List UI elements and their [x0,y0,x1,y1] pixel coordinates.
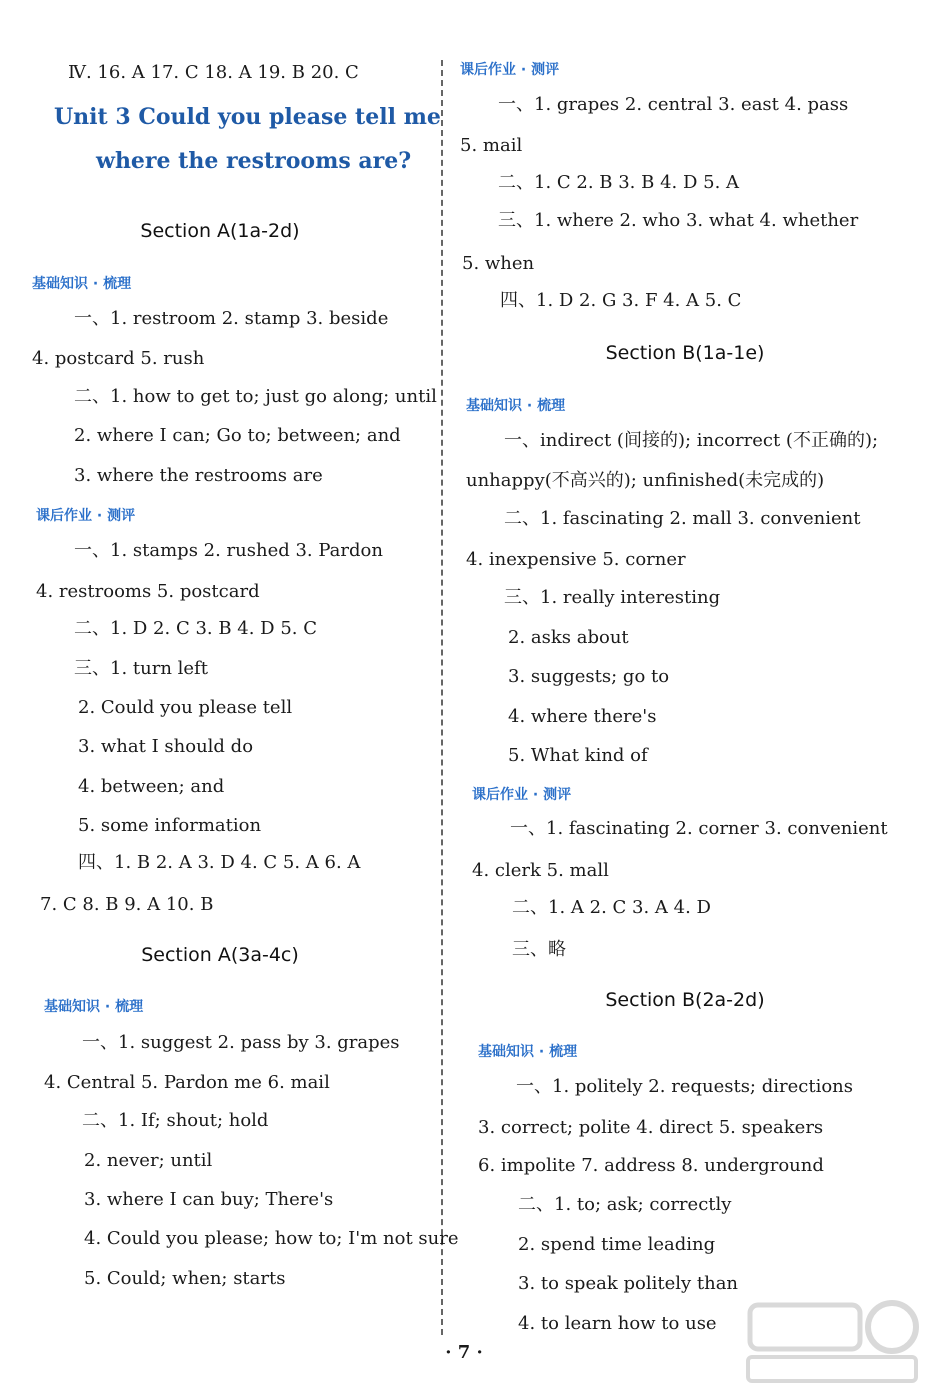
section-title: Section A(3a-4c) [141,944,299,966]
column-divider [441,60,443,1335]
answer-line: 5. What kind of [508,745,648,766]
answer-line: 一、indirect (间接的); incorrect (不正确的); [504,430,879,451]
watermark-logo [742,1297,922,1387]
answer-line: 一、1. suggest 2. pass by 3. grapes [82,1032,400,1053]
answer-line: 一、1. restroom 2. stamp 3. beside [74,308,389,329]
answer-line: 三、1. turn left [74,658,208,679]
answer-line: 4. where there's [508,706,657,727]
answer-line: 三、1. where 2. who 3. what 4. whether [498,210,859,231]
answer-line: 4. postcard 5. rush [32,348,205,369]
answer-line: 2. asks about [508,627,629,648]
section-label: 基础知识 · 梳理 [32,276,132,292]
section-title: Section A(1a-2d) [140,220,300,242]
answer-line: 2. where I can; Go to; between; and [74,425,401,446]
answer-line: 3. to speak politely than [518,1273,739,1294]
answer-line: 二、1. A 2. C 3. A 4. D [512,897,711,918]
answer-line: 一、1. fascinating 2. corner 3. convenient [510,818,888,839]
section-label: 课后作业 · 测评 [472,787,572,803]
answer-line: Ⅳ. 16. A 17. C 18. A 19. B 20. C [68,62,359,83]
answer-line: 4. restrooms 5. postcard [36,581,260,602]
section-label: 课后作业 · 测评 [36,508,136,524]
answer-line: 4. between; and [78,776,225,797]
answer-line: 四、1. B 2. A 3. D 4. C 5. A 6. A [78,852,361,873]
section-label: 基础知识 · 梳理 [44,999,144,1015]
answer-line: 5. Could; when; starts [84,1268,286,1289]
answer-line: 2. spend time leading [518,1234,716,1255]
answer-line: 3. what I should do [78,736,254,757]
answer-line: 二、1. If; shout; hold [82,1110,269,1131]
section-title: Section B(2a-2d) [605,989,765,1011]
answer-line: 一、1. grapes 2. central 3. east 4. pass [498,94,849,115]
answer-line: 4. inexpensive 5. corner [466,549,686,570]
answer-line: 三、略 [512,939,566,960]
section-label: 课后作业 · 测评 [460,62,560,78]
answer-line: 二、1. C 2. B 3. B 4. D 5. A [498,172,740,193]
answer-line: 3. suggests; go to [508,666,670,687]
section-title: Section B(1a-1e) [605,342,765,364]
answer-line: 4. Could you please; how to; I'm not sure [84,1228,459,1249]
answer-line: 4. Central 5. Pardon me 6. mail [44,1072,330,1093]
section-label: 基础知识 · 梳理 [466,398,566,414]
answer-line: 3. correct; polite 4. direct 5. speakers [478,1117,824,1138]
section-label: 基础知识 · 梳理 [478,1044,578,1060]
answer-line: 3. where the restrooms are [74,465,323,486]
answer-line: 2. Could you please tell [78,697,293,718]
answer-line: 2. never; until [84,1150,213,1171]
answer-line: 三、1. really interesting [504,587,721,608]
answer-line: 5. some information [78,815,262,836]
answer-line: 二、1. fascinating 2. mall 3. convenient [504,508,861,529]
answer-line: 二、1. D 2. C 3. B 4. D 5. C [74,618,317,639]
answer-line: 4. to learn how to use [518,1313,717,1334]
answer-line: 3. where I can buy; There's [84,1189,334,1210]
answer-line: 一、1. stamps 2. rushed 3. Pardon [74,540,383,561]
answer-line: 5. when [462,253,535,274]
page-number: · 7 · [445,1342,483,1363]
answer-line: 6. impolite 7. address 8. underground [478,1155,824,1176]
answer-line: 一、1. politely 2. requests; directions [516,1076,853,1097]
answer-line: unhappy(不高兴的); unfinished(未完成的) [466,470,825,491]
answer-line: 四、1. D 2. G 3. F 4. A 5. C [500,290,742,311]
answer-line: 5. mail [460,135,523,156]
answer-line: 二、1. how to get to; just go along; until [74,386,437,407]
unit-title: Unit 3 Could you please tell me [54,104,441,130]
unit-title-continued: where the restrooms are? [96,148,412,174]
answer-line: 二、1. to; ask; correctly [518,1194,732,1215]
answer-line: 4. clerk 5. mall [472,860,609,881]
answer-line: 7. C 8. B 9. A 10. B [40,894,214,915]
